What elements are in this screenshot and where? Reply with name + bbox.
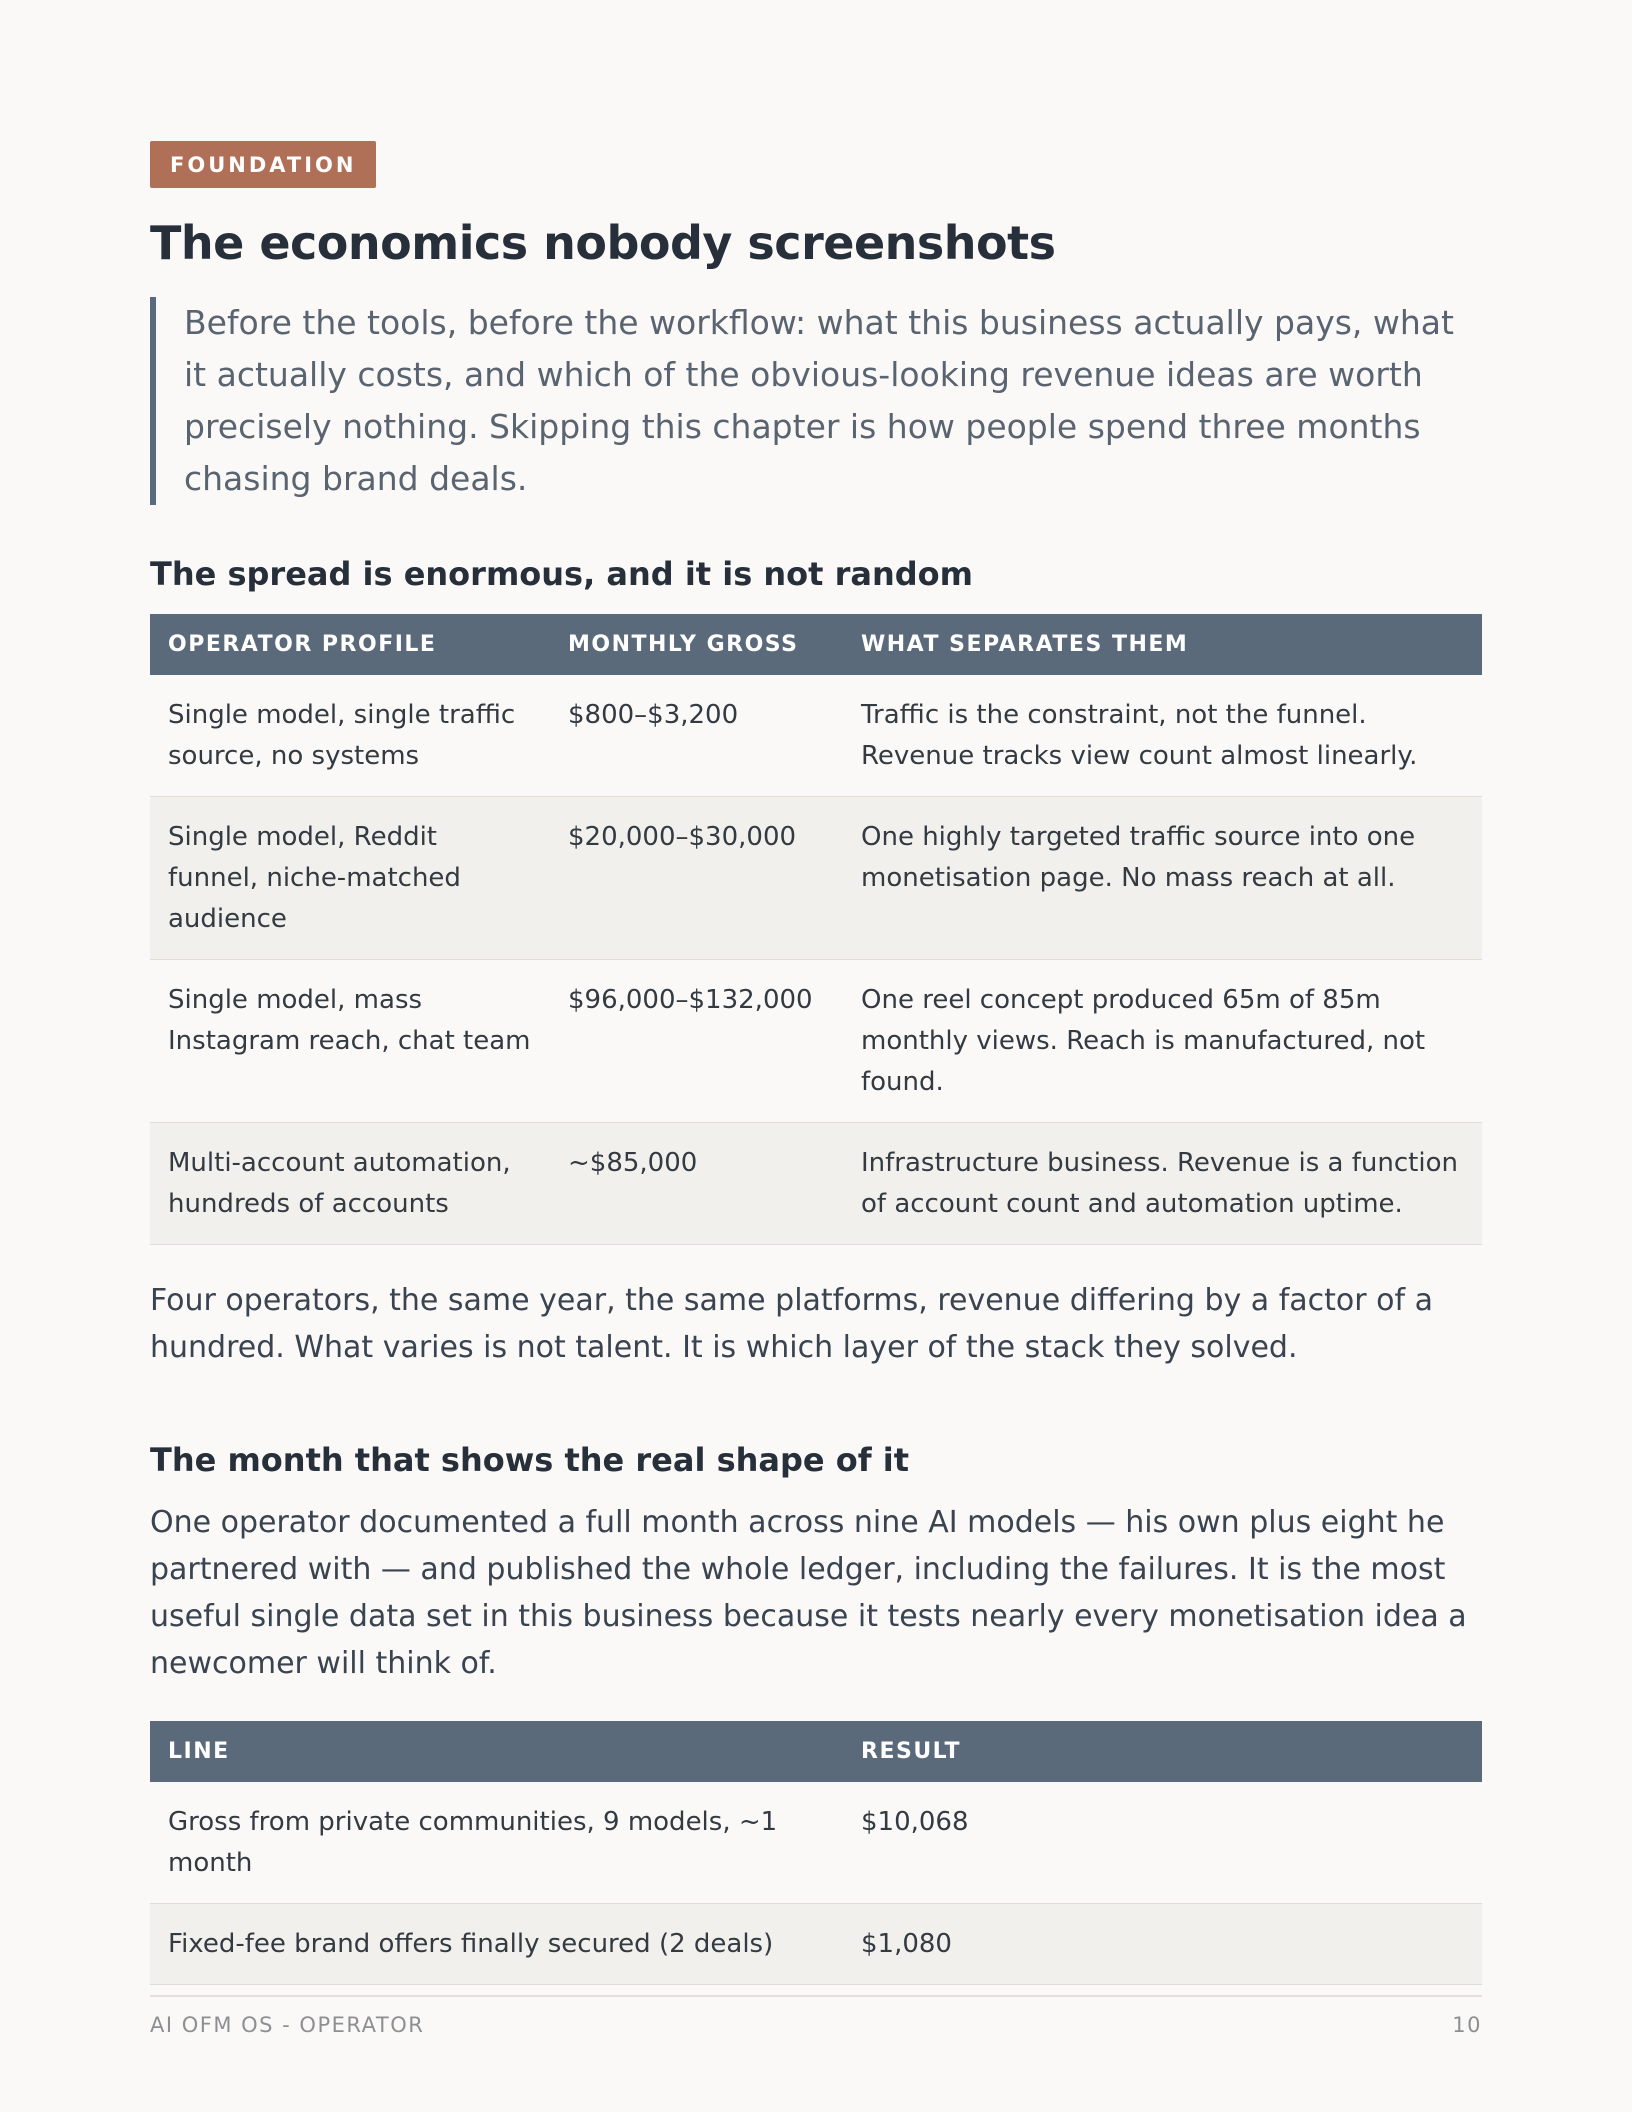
cell-operator-profile: Single model, Reddit funnel, niche-matched audience <box>150 796 550 959</box>
cell-monthly-gross: ~$85,000 <box>550 1122 843 1244</box>
footer-document-title: AI OFM OS - OPERATOR <box>150 2013 425 2037</box>
document-page <box>150 141 1482 1985</box>
table-row <box>150 1782 1482 1904</box>
table-row <box>150 1903 1482 1984</box>
section-badge: FOUNDATION <box>150 141 376 188</box>
table-row <box>150 796 1482 959</box>
cell-operator-profile: Single model, mass Instagram reach, chat team <box>150 959 550 1122</box>
page-title: The economics nobody screenshots <box>150 216 1056 270</box>
cell-line: Fixed-fee brand offers finally secured (2 deals) <box>150 1903 843 1984</box>
cell-monthly-gross: $96,000–$132,000 <box>550 959 843 1122</box>
table-row <box>150 675 1482 797</box>
body-paragraph-month: One operator documented a full month across nine AI models — his own plus eight he partnered with — and published the whole ledger, including the failures. It is the most useful single data set in this business because it tests nearly every monetisation idea a newcomer will think of. <box>150 1504 1467 1681</box>
body-paragraph-spread: Four operators, the same year, the same platforms, revenue differing by a factor of a hundred. What varies is not talent. It is which layer of the stack they solved. <box>150 1282 1433 1365</box>
cell-result: $10,068 <box>843 1782 1482 1904</box>
cell-what-separates: Traffic is the constraint, not the funnel. Revenue tracks view count almost linearly. <box>843 675 1482 797</box>
cell-monthly-gross: $20,000–$30,000 <box>550 796 843 959</box>
table-header-row <box>150 614 1482 675</box>
cell-operator-profile: Single model, single traffic source, no systems <box>150 675 550 797</box>
section-heading-spread: The spread is enormous, and it is not random <box>150 555 973 594</box>
table-header-row <box>150 1721 1482 1782</box>
cell-result: $1,080 <box>843 1903 1482 1984</box>
cell-what-separates: One reel concept produced 65m of 85m monthly views. Reach is manufactured, not found. <box>843 959 1482 1122</box>
lede-blockquote: Before the tools, before the workflow: what this business actually pays, what it actually costs, and which of the obvious-looking revenue ideas are worth precisely nothing. Skipping this chapter is how people spend three months chasing brand deals. <box>150 297 1482 505</box>
footer-page-number: 10 <box>1452 2013 1482 2037</box>
ledger-table <box>150 1721 1482 1985</box>
column-header-monthly-gross: MONTHLY GROSS <box>550 614 843 675</box>
cell-line: Gross from private communities, 9 models, ~1 month <box>150 1782 843 1904</box>
column-header-result: RESULT <box>843 1721 1482 1782</box>
column-header-operator-profile: OPERATOR PROFILE <box>150 614 550 675</box>
page-footer <box>150 1995 1482 2037</box>
operator-profile-table <box>150 614 1482 1245</box>
table-row <box>150 1122 1482 1244</box>
table-row <box>150 959 1482 1122</box>
cell-monthly-gross: $800–$3,200 <box>550 675 843 797</box>
cell-what-separates: Infrastructure business. Revenue is a function of account count and automation uptime. <box>843 1122 1482 1244</box>
column-header-what-separates: WHAT SEPARATES THEM <box>843 614 1482 675</box>
column-header-line: LINE <box>150 1721 843 1782</box>
cell-what-separates: One highly targeted traffic source into one monetisation page. No mass reach at all. <box>843 796 1482 959</box>
cell-operator-profile: Multi-account automation, hundreds of accounts <box>150 1122 550 1244</box>
section-heading-month: The month that shows the real shape of it <box>150 1440 910 1479</box>
